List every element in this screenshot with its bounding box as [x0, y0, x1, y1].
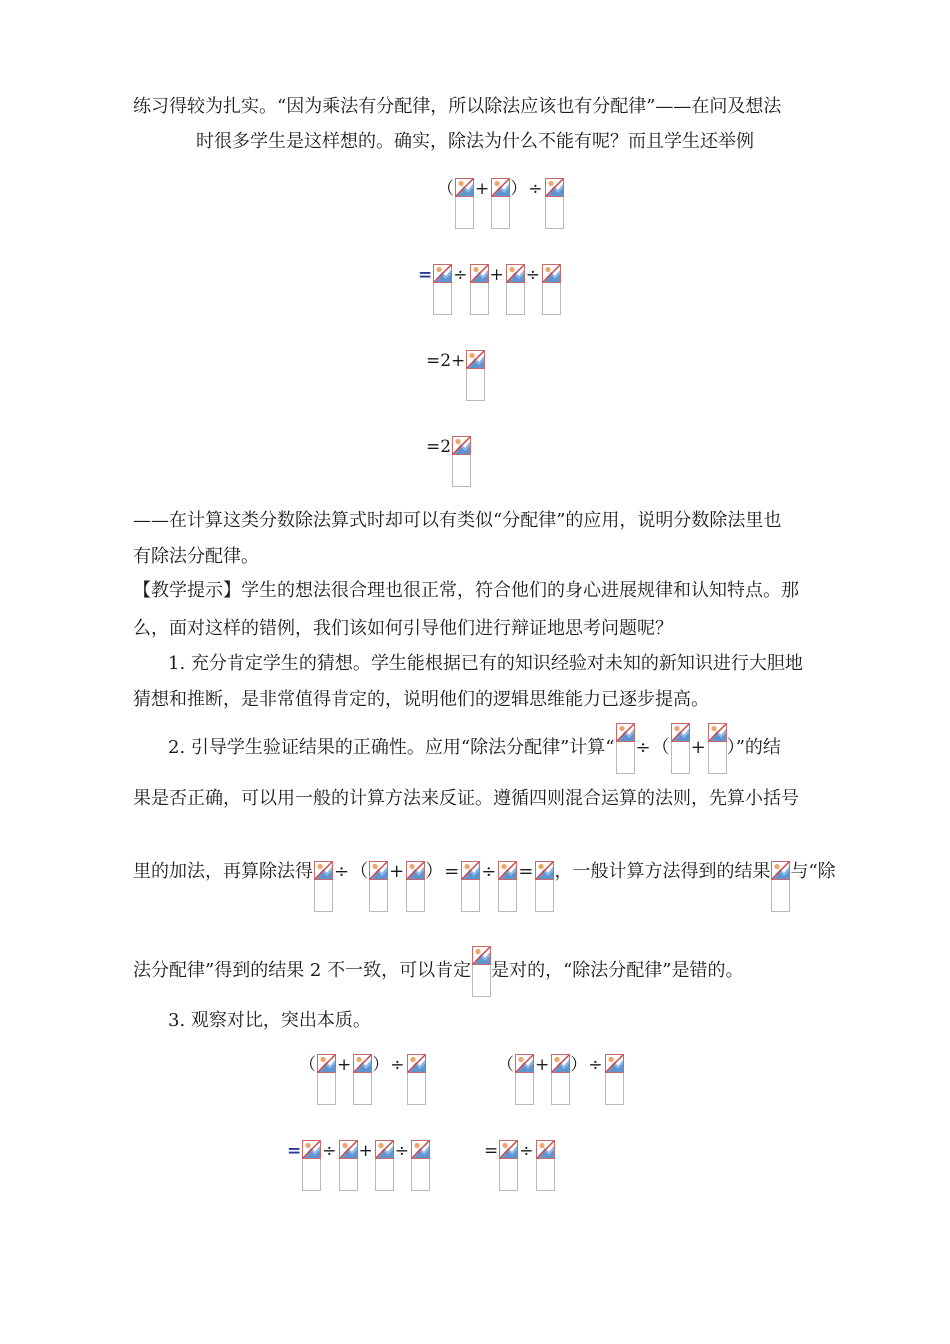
fraction-image-placeholder	[411, 1140, 429, 1190]
fraction-image-placeholder	[771, 861, 789, 911]
divide-sign: ÷	[322, 1141, 337, 1161]
plus-sign: +	[358, 1141, 373, 1161]
paragraph-text: 是对的，“除法分配律”是错的。	[491, 960, 744, 981]
paragraph-3-line-2: 么，面对这样的错例，我们该如何引导他们进行辩证地思考问题呢？	[133, 618, 673, 639]
paragraph-text: 与“除	[790, 861, 836, 882]
broken-image-icon	[466, 350, 485, 369]
fraction-image-placeholder	[433, 264, 451, 314]
equals-sign: =	[518, 861, 534, 882]
fraction-image-placeholder	[466, 350, 484, 400]
comparison-left-line-2	[287, 1140, 430, 1190]
left-paren: （	[437, 179, 454, 199]
formula-example-line-4	[426, 436, 471, 486]
fraction-image-placeholder	[708, 723, 726, 773]
divide-sign: ÷	[394, 1141, 409, 1161]
paragraph-text: 2. 引导学生验证结果的正确性。应用“除法分配律”计算“	[168, 737, 615, 758]
broken-image-icon	[545, 178, 564, 197]
formula-example-line-2	[418, 264, 561, 314]
fraction-image-placeholder	[317, 1054, 335, 1104]
plus-sign: +	[475, 179, 490, 199]
broken-image-icon	[353, 1054, 372, 1073]
broken-image-icon	[498, 861, 517, 880]
divide-sign: ÷	[519, 1141, 534, 1161]
fraction-image-placeholder	[339, 1140, 357, 1190]
broken-image-icon	[302, 1140, 321, 1159]
plus-sign: +	[690, 737, 706, 758]
broken-image-icon	[455, 178, 474, 197]
broken-image-icon	[515, 1054, 534, 1073]
formula-example-line-1	[437, 178, 564, 228]
fraction-image-placeholder	[470, 264, 488, 314]
fraction-image-placeholder	[515, 1054, 533, 1104]
paragraph-2-line-1: ——在计算这类分数除法算式时却可以有类似“分配律”的应用，说明分数除法里也	[133, 510, 782, 531]
broken-image-icon	[605, 1054, 624, 1073]
comparison-right-line-1	[497, 1054, 624, 1104]
plus-sign: +	[489, 265, 504, 285]
divide-sign: ÷	[528, 179, 543, 199]
fraction-image-placeholder	[353, 1054, 371, 1104]
comparison-left-line-1	[299, 1054, 426, 1104]
comparison-right-line-2	[484, 1140, 555, 1190]
plus-sign: +	[337, 1055, 352, 1075]
fraction-image-placeholder	[375, 1140, 393, 1190]
left-paren: （	[651, 737, 670, 758]
right-paren: ）	[372, 1055, 390, 1075]
fraction-image-placeholder	[545, 178, 563, 228]
fraction-image-placeholder	[536, 1140, 554, 1190]
fraction-image-placeholder	[302, 1140, 320, 1190]
fraction-image-placeholder	[671, 723, 689, 773]
fraction-image-placeholder	[616, 723, 634, 773]
paragraph-1-line-1: 练习得较为扎实。“因为乘法有分配律，所以除法应该也有分配律”——在问及想法	[133, 96, 782, 117]
fraction-image-placeholder	[461, 861, 479, 911]
math-text: =2+	[426, 351, 466, 371]
paragraph-1-line-2: 时很多学生是这样想的。确实，除法为什么不能有呢？而且学生还举例	[196, 131, 754, 152]
left-paren: （	[350, 861, 369, 882]
paragraph-5-line-1	[168, 737, 781, 773]
broken-image-icon	[708, 723, 727, 742]
equals-sign: =	[484, 1141, 499, 1161]
broken-image-icon	[339, 1140, 358, 1159]
broken-image-icon	[616, 723, 635, 742]
broken-image-icon	[452, 436, 471, 455]
broken-image-icon	[375, 1140, 394, 1159]
broken-image-icon	[433, 264, 452, 283]
equals-sign: =	[444, 861, 460, 882]
paragraph-5-line-2: 果是否正确，可以用一般的计算方法来反证。遵循四则混合运算的法则，先算小括号	[133, 788, 799, 809]
divide-sign: ÷	[453, 265, 468, 285]
broken-image-icon	[314, 861, 333, 880]
divide-sign: ÷	[635, 737, 651, 758]
plus-sign: +	[389, 861, 405, 882]
broken-image-icon	[411, 1140, 430, 1159]
paragraph-4-line-2: 猜想和推断，是非常值得肯定的，说明他们的逻辑思维能力已逐步提高。	[133, 689, 709, 710]
math-text: =2	[426, 437, 452, 457]
broken-image-icon	[536, 1140, 555, 1159]
broken-image-icon	[491, 178, 510, 197]
fraction-image-placeholder	[472, 946, 490, 996]
right-paren: ）	[510, 179, 528, 199]
divide-sign: ÷	[525, 265, 540, 285]
equals-sign: =	[287, 1141, 302, 1161]
right-paren: ）	[425, 861, 444, 882]
left-paren: （	[497, 1055, 514, 1075]
paragraph-4-line-1: 1. 充分肯定学生的猜想。学生能根据已有的知识经验对未知的新知识进行大胆地	[168, 653, 803, 674]
paragraph-5-line-4	[133, 960, 744, 996]
fraction-image-placeholder	[452, 436, 470, 486]
broken-image-icon	[472, 946, 491, 965]
fraction-image-placeholder	[535, 861, 553, 911]
fraction-image-placeholder	[506, 264, 524, 314]
broken-image-icon	[542, 264, 561, 283]
divide-sign: ÷	[390, 1055, 405, 1075]
broken-image-icon	[771, 861, 790, 880]
broken-image-icon	[369, 861, 388, 880]
divide-sign: ÷	[481, 861, 497, 882]
fraction-image-placeholder	[407, 1054, 425, 1104]
paragraph-3-line-1: 【教学提示】学生的想法很合理也很正常，符合他们的身心进展规律和认知特点。那	[133, 580, 799, 601]
divide-sign: ÷	[334, 861, 350, 882]
fraction-image-placeholder	[491, 178, 509, 228]
fraction-image-placeholder	[542, 264, 560, 314]
paragraph-6: 3. 观察对比，突出本质。	[168, 1010, 371, 1031]
paragraph-text: 法分配律”得到的结果 2 不一致，可以肯定	[133, 960, 472, 981]
broken-image-icon	[407, 1054, 426, 1073]
fraction-image-placeholder	[498, 861, 516, 911]
fraction-image-placeholder	[369, 861, 387, 911]
fraction-image-placeholder	[551, 1054, 569, 1104]
left-paren: （	[299, 1055, 316, 1075]
broken-image-icon	[506, 264, 525, 283]
paragraph-2-line-2: 有除法分配律。	[133, 546, 259, 567]
paragraph-text: ，一般计算方法得到的结果	[554, 861, 771, 882]
plus-sign: +	[535, 1055, 550, 1075]
broken-image-icon	[551, 1054, 570, 1073]
paragraph-text: 里的加法，再算除法得	[133, 861, 313, 882]
right-paren: ）	[570, 1055, 588, 1075]
fraction-image-placeholder	[605, 1054, 623, 1104]
broken-image-icon	[671, 723, 690, 742]
fraction-image-placeholder	[314, 861, 332, 911]
fraction-image-placeholder	[499, 1140, 517, 1190]
paragraph-5-line-3	[133, 861, 836, 911]
divide-sign: ÷	[588, 1055, 603, 1075]
fraction-image-placeholder	[406, 861, 424, 911]
broken-image-icon	[470, 264, 489, 283]
right-paren: ）	[726, 737, 736, 758]
fraction-image-placeholder	[455, 178, 473, 228]
broken-image-icon	[406, 861, 425, 880]
formula-example-line-3	[426, 350, 485, 400]
broken-image-icon	[461, 861, 480, 880]
equals-sign: =	[418, 265, 433, 285]
broken-image-icon	[317, 1054, 336, 1073]
paragraph-text: ”的结	[735, 737, 781, 758]
broken-image-icon	[535, 861, 554, 880]
broken-image-icon	[499, 1140, 518, 1159]
